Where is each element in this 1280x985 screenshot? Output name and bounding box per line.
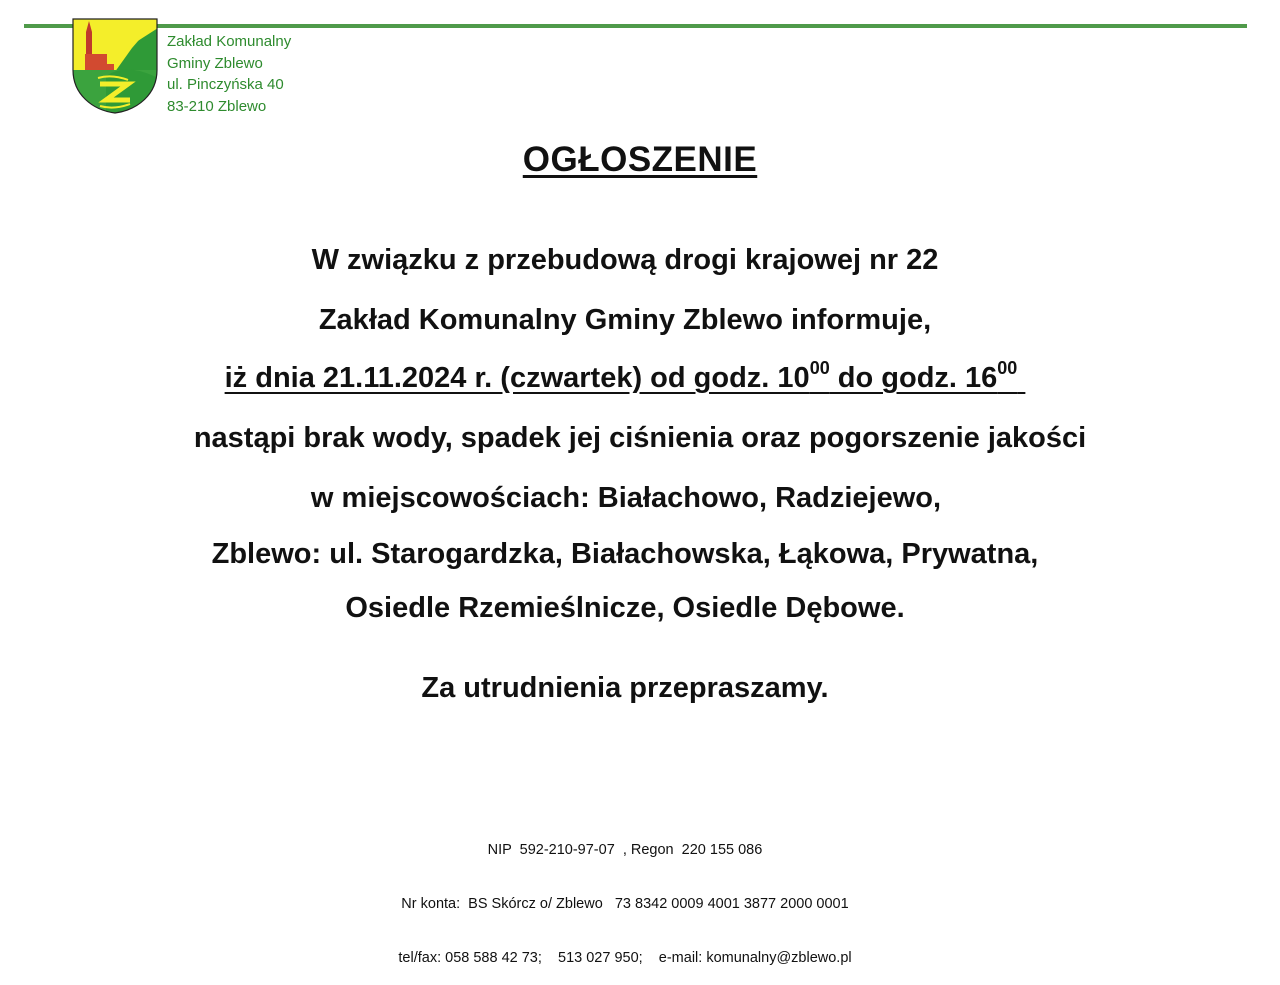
footer-contact xyxy=(0,805,1280,985)
footer-nip-regon: NIP 592-210-97-07 , Regon 220 155 086 xyxy=(487,842,763,858)
date-middle: do godz. 16 xyxy=(829,362,998,394)
org-postal-city: 83-210 Zblewo xyxy=(167,97,267,115)
date-prefix: iż dnia 21.11.2024 r. (czwartek) od godz. 10 xyxy=(224,362,810,394)
notice-line-7: Osiedle Rzemieślnicze, Osiedle Dębowe. xyxy=(345,592,905,624)
organization-address xyxy=(167,31,291,117)
org-name-line2: Gminy Zblewo xyxy=(167,54,263,72)
org-name-line1: Zakład Komunalny xyxy=(167,33,292,50)
footer-bank-account: Nr konta: BS Skórcz o/ Zblewo 73 8342 0009 4001 3877 2000 0001 xyxy=(401,896,849,912)
notice-line-4: nastąpi brak wody, spadek jej ciśnienia oraz pogorszenie jakości xyxy=(193,422,1087,454)
notice-title: OGŁOSZENIE xyxy=(522,140,758,179)
notice-closing: Za utrudnienia przepraszamy. xyxy=(421,672,829,704)
start-minutes: 00 xyxy=(809,358,830,378)
end-minutes: 00 xyxy=(997,358,1018,378)
footer-phone-email: tel/fax: 058 588 42 73; 513 027 950; e-mail: komunalny@zblewo.pl xyxy=(398,950,852,966)
municipal-crest-icon xyxy=(72,18,158,114)
notice-line-6: Zblewo: ul. Starogardzka, Białachowska, Łąkowa, Prywatna, xyxy=(211,538,1039,570)
notice-date-underlined xyxy=(224,358,1026,394)
notice-date-line xyxy=(0,358,1280,395)
notice-line-5: w miejscowościach: Białachowo, Radziejewo, xyxy=(310,482,942,514)
notice-line-2: Zakład Komunalny Gminy Zblewo informuje, xyxy=(318,304,932,336)
org-street: ul. Pinczyńska 40 xyxy=(167,76,284,93)
header-rule xyxy=(24,24,1247,28)
notice-line-1: W związku z przebudową drogi krajowej nr 22 xyxy=(311,244,939,276)
